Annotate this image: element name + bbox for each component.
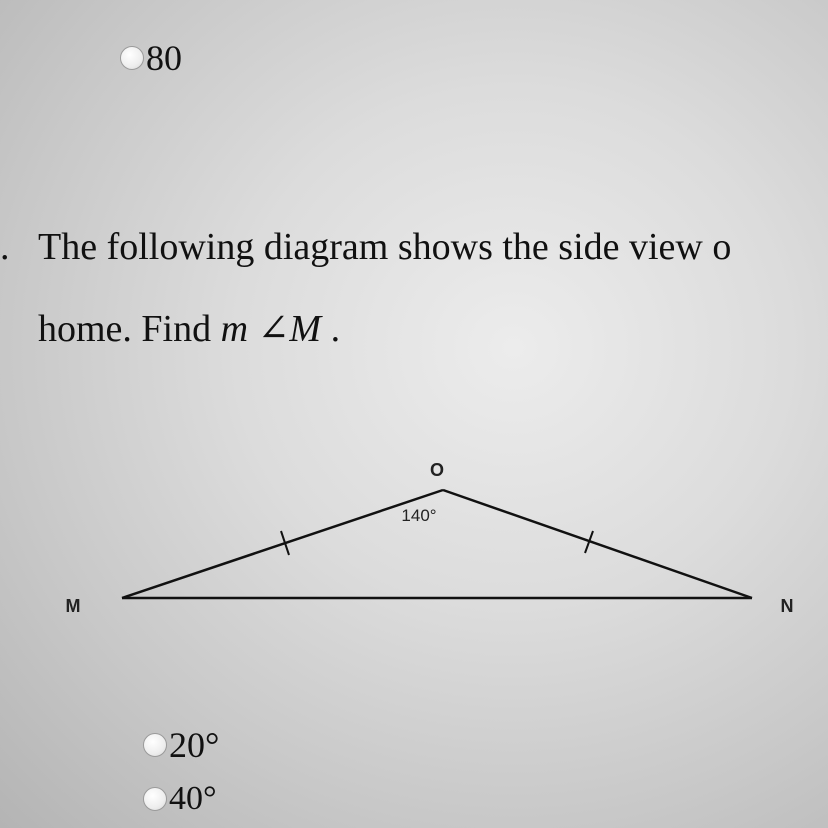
radio-button[interactable] [143,733,167,757]
math-M: M [289,308,322,350]
vertex-label-o: O [429,460,445,480]
question-line-2-suffix: . [321,308,341,350]
answer-option-20[interactable] [143,727,219,763]
question-line-1-text: The following diagram shows the side view o [38,226,732,268]
answer-option-40[interactable] [143,782,217,816]
side-mo [122,490,443,598]
option-label: 80 [146,38,182,78]
question-number: . [0,226,10,268]
angle-symbol: ∠ [257,308,290,350]
option-label: 20° [169,725,220,765]
side-on [443,490,752,598]
vertex-label-n: N [780,596,794,616]
vertex-label-m: M [65,596,81,616]
apex-angle-label: 140° [401,506,437,525]
math-m: m [220,308,249,350]
radio-button[interactable] [143,787,167,811]
question-line-2-prefix: home. Find [38,308,221,350]
option-label: 40° [169,780,217,817]
